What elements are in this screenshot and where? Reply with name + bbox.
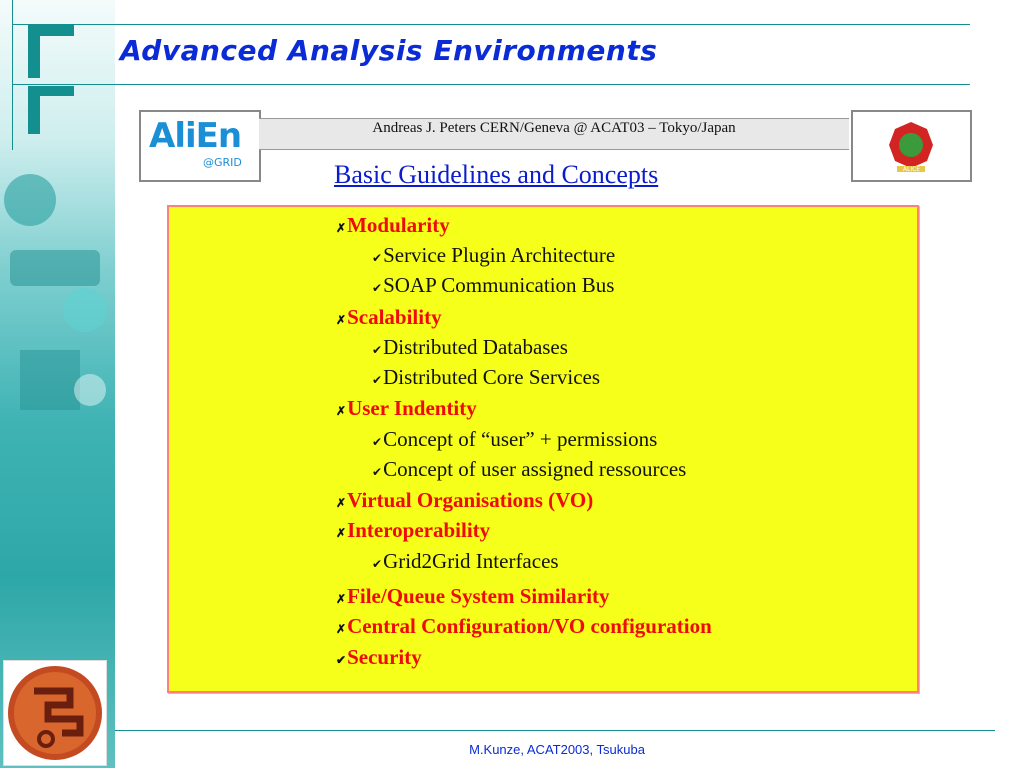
guideline-heading	[336, 396, 477, 421]
guideline-subitem	[372, 457, 686, 482]
guideline-heading	[336, 488, 593, 513]
decorative-side-panel	[0, 0, 115, 768]
cross-mark-icon: ✗	[336, 221, 347, 235]
check-mark-icon: ✔	[372, 343, 383, 357]
check-mark-icon: ✔	[372, 465, 383, 479]
alien-logo-subtext: @GRID	[203, 156, 242, 169]
check-mark-icon: ✔	[372, 373, 383, 387]
footer-rule	[115, 730, 995, 731]
corner-bracket-bottom-vertical	[28, 86, 40, 134]
check-mark-icon: ✔	[372, 281, 383, 295]
cross-mark-icon: ✗	[336, 404, 347, 418]
check-mark-icon: ✔	[372, 435, 383, 449]
guideline-text: SOAP Communication Bus	[383, 273, 615, 297]
guideline-text: Service Plugin Architecture	[383, 243, 616, 267]
check-mark-icon: ✔	[336, 653, 347, 667]
cross-mark-icon: ✗	[336, 622, 347, 636]
slide-author-line: Andreas J. Peters CERN/Geneva @ ACAT03 – Tokyo/Japan	[372, 120, 736, 136]
guideline-text: Concept of user assigned ressources	[383, 457, 687, 481]
guideline-subitem	[372, 243, 615, 268]
guideline-heading	[336, 213, 450, 238]
guideline-text: Distributed Core Services	[383, 365, 601, 389]
guideline-heading	[336, 305, 442, 330]
guideline-text: Virtual Organisations (VO)	[347, 488, 594, 512]
page-title: Advanced Analysis Environments	[120, 34, 658, 67]
decorative-collage-image	[0, 160, 115, 460]
cross-mark-icon: ✗	[336, 526, 347, 540]
alice-logo	[851, 110, 972, 182]
guideline-subitem	[372, 335, 568, 360]
check-mark-icon: ✔	[372, 557, 383, 571]
guideline-heading	[336, 645, 422, 670]
guideline-subitem	[372, 273, 614, 298]
guideline-text: Modularity	[347, 213, 450, 237]
footer-credit: M.Kunze, ACAT2003, Tsukuba	[469, 742, 645, 757]
guideline-text: Central Configuration/VO configuration	[347, 614, 712, 638]
guideline-subitem	[372, 365, 600, 390]
slide-subtitle: Basic Guidelines and Concepts	[334, 160, 659, 189]
guideline-text: Security	[347, 645, 422, 669]
cross-mark-icon: ✗	[336, 313, 347, 327]
cross-mark-icon: ✗	[336, 496, 347, 510]
alice-logo-text: ALICE	[902, 166, 921, 173]
header-rule-top	[12, 24, 970, 25]
guideline-text: Interoperability	[347, 518, 491, 542]
guideline-subitem	[372, 427, 657, 452]
decorative-vertical-rule	[12, 0, 13, 150]
guideline-text: Scalability	[347, 305, 442, 329]
alien-logo	[139, 110, 261, 182]
header-rule-bottom	[12, 84, 970, 85]
guideline-heading	[336, 584, 610, 609]
guideline-text: Distributed Databases	[383, 335, 568, 359]
check-mark-icon: ✔	[372, 251, 383, 265]
guideline-heading	[336, 614, 712, 639]
guideline-text: Concept of “user” + permissions	[383, 427, 658, 451]
guideline-heading	[336, 518, 490, 543]
guideline-text: File/Queue System Similarity	[347, 584, 610, 608]
cross-mark-icon: ✗	[336, 592, 347, 606]
corner-bracket-top-vertical	[28, 24, 40, 78]
guideline-subitem	[372, 549, 559, 574]
guideline-text: Grid2Grid Interfaces	[383, 549, 559, 573]
guideline-text: User Indentity	[347, 396, 477, 420]
alien-logo-text: AliEn	[149, 116, 242, 156]
